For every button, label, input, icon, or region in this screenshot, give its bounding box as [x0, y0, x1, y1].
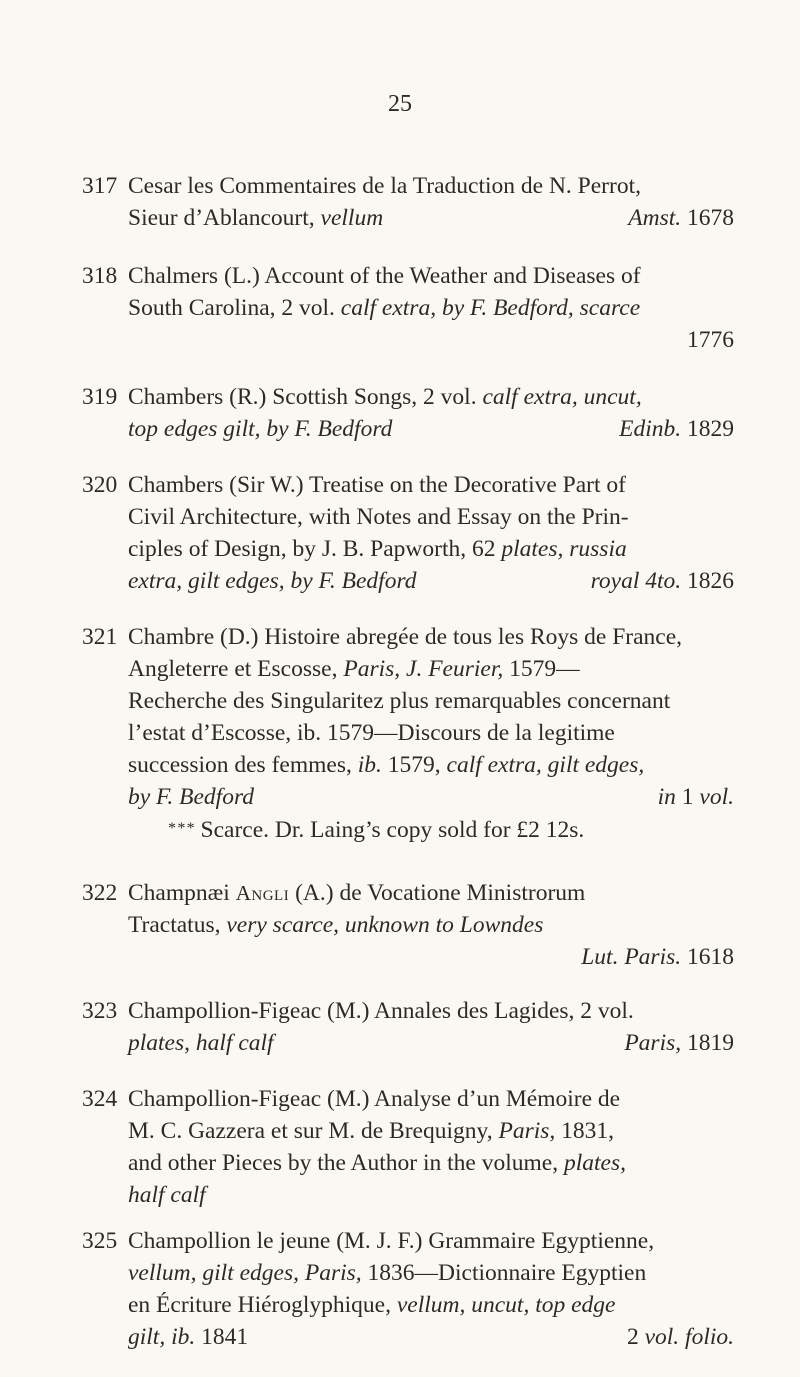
entry-text: Chambers (Sir W.) Treatise on the Decorative Part of [128, 472, 626, 498]
entry-text: M. C. Gazzera et sur M. de Brequigny, [128, 1118, 499, 1144]
volume-count: 1 [675, 784, 700, 810]
binding-description: plates, half calf [128, 1030, 274, 1056]
entry-number: 320 [82, 472, 118, 498]
imprint-year: 1826 [681, 568, 734, 594]
entry-322 [82, 877, 734, 973]
entry-text: ciples of Design, by J. B. Papworth, 62 [128, 536, 502, 562]
binding-description: plates, [563, 1150, 626, 1176]
binding-description: plates, russia [501, 536, 627, 562]
binding-description: half calf [128, 1182, 206, 1208]
entry-317 [82, 170, 734, 234]
binding-description: by F. Bedford [128, 784, 254, 810]
entry-text: Champnæi [128, 880, 236, 906]
imprint-place: Paris, [624, 1030, 682, 1056]
entry-318 [82, 260, 734, 356]
imprint-place: Edinb. [619, 416, 682, 442]
entry-text: Tractatus, [128, 912, 227, 938]
entry-text: South Carolina, 2 vol. [128, 295, 341, 321]
volume-note: vol. [699, 784, 734, 810]
format: royal 4to. [590, 568, 682, 594]
imprint-year: 1678 [681, 205, 734, 231]
entry-321 [82, 621, 734, 846]
binding-description: calf extra, uncut, [482, 384, 642, 410]
binding-description: calf extra, by F. Bedford, scarce [340, 295, 641, 321]
entry-text: Cesar les Commentaires de la Traduction de N. Perrot, [128, 173, 641, 199]
imprint-year: 1831, [555, 1118, 615, 1144]
imprint-place: Amst. [628, 205, 682, 231]
binding-description: top edges gilt, by F. Bedford [128, 416, 393, 442]
volume-count: 2 [626, 1324, 645, 1350]
entry-text: Chambre (D.) Histoire abregée de tous les Roys de France, [128, 624, 683, 650]
entry-text: Civil Architecture, with Notes and Essay on the Prin- [128, 504, 629, 530]
entry-number: 317 [82, 173, 118, 199]
entry-text: Sieur d’Ablancourt, [128, 205, 321, 231]
format: vol. folio. [644, 1324, 734, 1350]
imprint-year: 1829 [681, 416, 734, 442]
entry-text: Champollion-Figeac (M.) Analyse d’un Mémoire de [128, 1086, 621, 1112]
entry-text: Champollion-Figeac (M.) Annales des Lagides, 2 vol. [128, 998, 634, 1024]
note-text: Scarce. Dr. Laing’s copy sold for £2 12s. [194, 817, 585, 843]
imprint-year: 1618 [681, 944, 734, 970]
entry-number: 324 [82, 1086, 118, 1112]
entry-text: succession des femmes, [128, 752, 358, 778]
footnote [128, 813, 734, 846]
entry-text: (A.) de Vocatione Ministrorum [289, 880, 586, 906]
imprint-year: 1776 [687, 327, 734, 353]
binding-description: gilt, ib. [128, 1324, 196, 1350]
entry-number: 319 [82, 384, 118, 410]
entry-text: Champollion le jeune (M. J. F.) Grammaire Egyptienne, [128, 1228, 655, 1254]
imprint-year: 1579, [381, 752, 447, 778]
entry-text: Angleterre et Escosse, [128, 656, 344, 682]
entry-number: 318 [82, 263, 118, 289]
entry-text: Chalmers (L.) Account of the Weather and Diseases of [128, 263, 641, 289]
binding-description: extra, gilt edges, by F. Bedford [128, 568, 417, 594]
asterism: * * * [168, 820, 195, 837]
entry-text: 1836—Dictionnaire Egyptien [361, 1260, 647, 1286]
binding-description: calf extra, gilt edges, [446, 752, 645, 778]
binding-description: vellum, uncut, top edge [396, 1292, 616, 1318]
imprint-year: 1579— [503, 656, 580, 682]
entry-324 [82, 1083, 734, 1211]
entry-text: l’estat d’Escosse, ib. 1579—Discours de la legitime [128, 720, 615, 746]
entry-number: 322 [82, 880, 118, 906]
entry-325 [82, 1225, 734, 1353]
imprint-year: 1819 [681, 1030, 734, 1056]
entry-text: en Écriture Hiéroglyphique, [128, 1292, 397, 1318]
binding-description: very scarce, unknown to Lowndes [226, 912, 544, 938]
imprint-place: Paris, [498, 1118, 556, 1144]
imprint-year: 1841 [195, 1324, 249, 1350]
volume-note: in [657, 784, 676, 810]
entry-number: 325 [82, 1228, 118, 1254]
binding-description: vellum [320, 205, 384, 231]
entry-320 [82, 469, 734, 597]
entry-text: and other Pieces by the Author in the volume, [128, 1150, 564, 1176]
page-number: 25 [388, 91, 412, 117]
binding-description: vellum, gilt edges, Paris, [128, 1260, 362, 1286]
imprint-place: ib. [357, 752, 382, 778]
entry-323 [82, 995, 734, 1059]
imprint-place: Paris, J. Feurier, [343, 656, 504, 682]
entry-number: 321 [82, 624, 118, 650]
entry-number: 323 [82, 998, 118, 1024]
entry-text: Angli [235, 881, 290, 905]
imprint-place: Lut. Paris. [581, 944, 682, 970]
entry-text: Recherche des Singularitez plus remarquables concernant [128, 688, 671, 714]
entry-text: Chambers (R.) Scottish Songs, 2 vol. [128, 384, 483, 410]
entry-319 [82, 381, 734, 445]
